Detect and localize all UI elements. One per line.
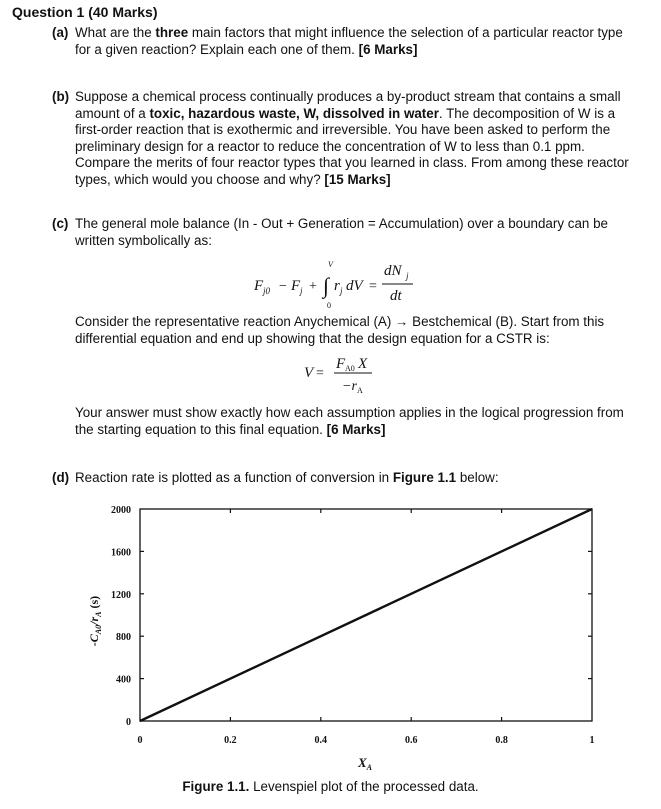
eq1-f-sub: j	[300, 286, 303, 296]
figure-caption: Figure 1.1. Levenspiel plot of the processed data.	[182, 779, 479, 794]
y-tick-label: 800	[116, 632, 131, 644]
eq1-integrand: r	[334, 278, 340, 294]
eq1-den: dt	[390, 288, 402, 304]
eq1-equals: =	[369, 279, 377, 294]
eq1-lhs: F	[254, 278, 264, 294]
part-c-intro-text: The general mole balance (In - Out + Generation = Accumulation) over a boundary can be written symbolically as:	[75, 216, 608, 248]
eq2-equals: =	[316, 366, 324, 381]
y-tick-label: 2000	[111, 505, 131, 516]
eq2-den: −r	[342, 379, 357, 394]
x-tick-label: 0.2	[224, 735, 237, 746]
part-c-middle-text: Consider the representative reaction Anychemical (A) → Bestchemical (B). Start from this differential equation and end up showing that the design equation for a CSTR is:	[75, 314, 605, 346]
eq1-upper-limit: V	[328, 260, 333, 269]
y-axis-label: $-C_{A0}/r_A$ (s)	[87, 595, 103, 647]
eq1-minus: −	[279, 279, 287, 294]
eq2-num-x: X	[358, 356, 368, 372]
x-tick-label: 0.4	[314, 735, 328, 746]
eq1-lhs-sub: j0	[263, 286, 271, 296]
eq1-f: F	[291, 278, 301, 294]
part-d-text: Reaction rate is plotted as a function of conversion in Figure 1.1 below:	[75, 470, 499, 485]
part-a-text: What are the three main factors that might influence the selection of a particular reactor type for a given reaction? Explain each one of them. [6 Marks]	[75, 25, 623, 57]
eq1-integrand-sub: j	[340, 286, 343, 296]
part-b-label: (b)	[52, 89, 70, 104]
levenspiel-line	[140, 509, 592, 721]
part-c-marks: [6 Marks]	[326, 421, 386, 437]
y-tick-label: 1600	[111, 547, 131, 559]
part-d-label: (d)	[52, 470, 70, 485]
x-axis-label: $X_A$	[358, 755, 373, 772]
eq2-num: F	[336, 356, 346, 372]
question-heading: Question 1 (40 Marks)	[12, 4, 158, 20]
eq1-lower-limit: 0	[327, 301, 331, 310]
integral-sign: ∫	[323, 273, 330, 298]
x-tick-label: 0	[137, 735, 143, 746]
eq1-dv: dV	[346, 278, 363, 294]
eq1-num-sub: j	[406, 271, 409, 281]
eq1-plus: +	[309, 279, 317, 294]
x-tick-label: 0.6	[404, 735, 418, 746]
part-c-closing-text: Your answer must show exactly how each assumption applies in the logical progression from the starting equation to this final equation. [6 Marks]	[75, 405, 624, 437]
eq1-num: dN	[384, 263, 402, 279]
y-tick-label: 400	[116, 674, 131, 686]
part-c-label: (c)	[52, 216, 69, 231]
eq2-den-sub: A	[357, 386, 363, 395]
y-tick-label: 0	[126, 717, 131, 728]
part-a-label: (a)	[52, 25, 69, 40]
eq2-lhs: V	[304, 365, 314, 381]
eq2-num-sub: A0	[345, 364, 355, 373]
part-b-text: Suppose a chemical process continually produces a by-product stream that contains a small amount of a toxic, hazardous waste, W, dissolved in water. The decomposition of W is a first-order reaction that is exothermic and irreversible. You have been asked to perform the preliminary design for a reactor to reduce the concentration of W to less than 0.1 ppm. Compare the merits of four reactor types that you learned in class. From among these reactor types, which would you choose and why? [15 Marks]	[75, 89, 629, 187]
part-b-marks: [15 Marks]	[324, 171, 391, 187]
x-tick-label: 0.8	[495, 735, 508, 746]
x-tick-label: 1	[589, 735, 595, 746]
y-tick-label: 1200	[111, 589, 131, 601]
part-a-marks: [6 Marks]	[358, 41, 418, 57]
